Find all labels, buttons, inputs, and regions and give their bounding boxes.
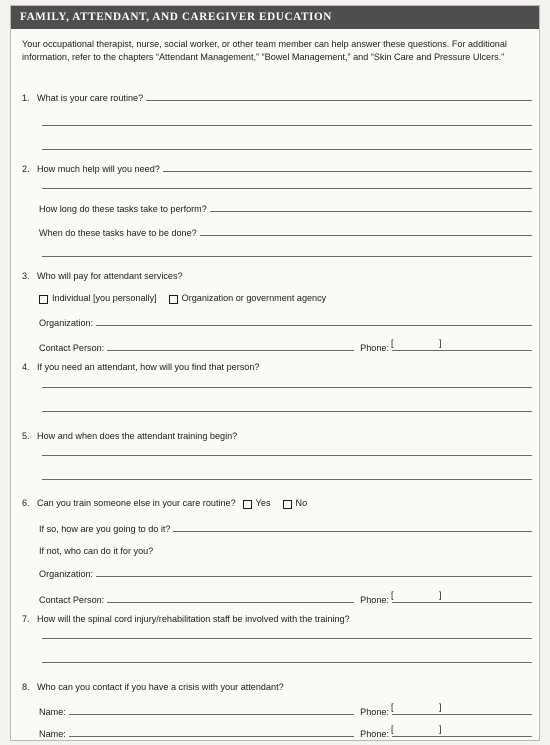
option-no-label: No	[295, 498, 308, 508]
answer-line[interactable]	[42, 411, 532, 412]
sub-question-text: If not, who can do it for you?	[39, 546, 154, 556]
sub-question-text: How long do these tasks take to perform?	[39, 204, 207, 214]
question-2-sub-1	[39, 204, 532, 214]
phone-label: Phone:	[360, 595, 389, 605]
checkbox-individual[interactable]	[39, 295, 48, 304]
question-3	[22, 271, 532, 281]
question-2-sub-2	[39, 228, 532, 238]
intro-text: Your occupational therapist, nurse, social worker, or other team member can help answer these questions. For additional information, refer to the chapters “Attendant Management,” “Bowel Management,” and “Skin Care and Pressure Ulcers.”	[22, 39, 507, 62]
name-line[interactable]	[69, 714, 354, 715]
checkbox-organization[interactable]	[169, 295, 178, 304]
contact-person-label: Contact Person:	[39, 343, 105, 353]
q6-contact-field	[39, 593, 532, 605]
question-number: 4.	[22, 362, 30, 372]
answer-line[interactable]	[42, 149, 532, 150]
option-individual-label: Individual [you personally]	[52, 293, 157, 303]
question-6	[22, 498, 532, 508]
question-number: 8.	[22, 682, 30, 692]
answer-line[interactable]	[42, 387, 532, 388]
question-text: Who will pay for attendant services?	[37, 271, 183, 281]
q6-organization-field	[39, 569, 532, 579]
answer-line[interactable]	[146, 100, 532, 101]
answer-line[interactable]	[42, 256, 532, 257]
name-line[interactable]	[69, 736, 354, 737]
question-number: 7.	[22, 614, 30, 624]
question-number: 3.	[22, 271, 30, 281]
phone-label: Phone:	[360, 707, 389, 717]
q3-organization-field	[39, 318, 532, 328]
q8-contact-1	[39, 705, 532, 717]
question-8	[22, 682, 532, 692]
question-text: How and when does the attendant training begin?	[37, 431, 238, 441]
answer-line[interactable]	[42, 479, 532, 480]
organization-label: Organization:	[39, 318, 94, 328]
phone-line[interactable]	[392, 341, 532, 351]
checkbox-no[interactable]	[283, 500, 292, 509]
question-number: 2.	[22, 164, 30, 174]
organization-line[interactable]	[96, 576, 532, 577]
question-text: Can you train someone else in your care routine?	[37, 498, 236, 508]
answer-line[interactable]	[42, 125, 532, 126]
question-number: 1.	[22, 93, 30, 103]
question-1	[22, 93, 532, 103]
option-yes-label: Yes	[255, 498, 271, 508]
question-text: How much help will you need?	[37, 164, 160, 174]
sub-question-text: When do these tasks have to be done?	[39, 228, 197, 238]
question-2	[22, 164, 532, 174]
question-text: What is your care routine?	[37, 93, 144, 103]
checkbox-yes[interactable]	[243, 500, 252, 509]
organization-line[interactable]	[96, 325, 532, 326]
contact-person-line[interactable]	[107, 602, 354, 603]
payer-options	[39, 293, 326, 303]
question-4	[22, 362, 532, 372]
question-text: Who can you contact if you have a crisis with your attendant?	[37, 682, 284, 692]
question-7	[22, 614, 532, 624]
answer-line[interactable]	[163, 171, 532, 172]
question-text: If you need an attendant, how will you find that person?	[37, 362, 260, 372]
question-number: 6.	[22, 498, 30, 508]
option-organization-label: Organization or government agency	[181, 293, 327, 303]
q8-contact-2	[39, 727, 532, 739]
section-header: FAMILY, ATTENDANT, AND CAREGIVER EDUCATION	[11, 6, 539, 29]
question-6-sub-2	[39, 546, 532, 556]
sub-question-text: If so, how are you going to do it?	[39, 524, 171, 534]
name-label: Name:	[39, 729, 66, 739]
answer-line[interactable]	[42, 455, 532, 456]
q3-contact-field	[39, 341, 532, 353]
phone-label: Phone:	[360, 343, 389, 353]
answer-line[interactable]	[42, 638, 532, 639]
question-6-sub-1	[39, 524, 532, 534]
contact-person-line[interactable]	[107, 350, 354, 351]
name-label: Name:	[39, 707, 66, 717]
contact-person-label: Contact Person:	[39, 595, 105, 605]
phone-line[interactable]	[392, 593, 532, 603]
answer-line[interactable]	[210, 211, 532, 212]
organization-label: Organization:	[39, 569, 94, 579]
phone-label: Phone:	[360, 729, 389, 739]
phone-line[interactable]	[392, 705, 532, 715]
phone-line[interactable]	[392, 727, 532, 737]
answer-line[interactable]	[200, 235, 532, 236]
worksheet-page	[10, 5, 540, 741]
question-number: 5.	[22, 431, 30, 441]
answer-line[interactable]	[173, 531, 532, 532]
answer-line[interactable]	[42, 662, 532, 663]
answer-line[interactable]	[42, 188, 532, 189]
question-text: How will the spinal cord injury/rehabilitation staff be involved with the training?	[37, 614, 350, 624]
question-5	[22, 431, 532, 441]
